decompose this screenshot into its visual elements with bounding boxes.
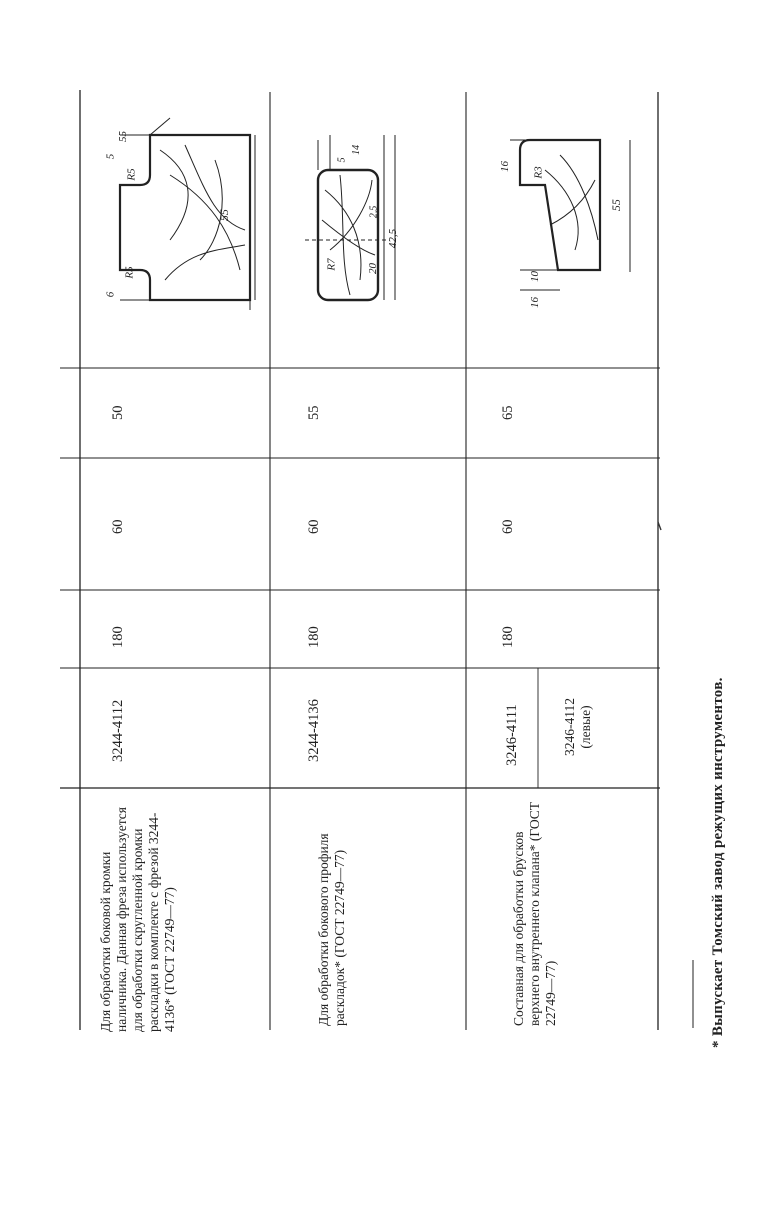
dim-label: 2,5 — [368, 205, 380, 219]
width-value: 60 — [500, 519, 516, 534]
profile-drawing-1 — [120, 118, 255, 310]
diameter-value: 180 — [500, 626, 516, 648]
dim-label: 42,5 — [387, 228, 400, 249]
height-value: 65 — [500, 405, 516, 420]
dim-label: R3 — [532, 166, 545, 179]
dim-label: 55 — [117, 130, 130, 142]
row-description: Составная для обработки брусков верхнего внутреннего клапана* (ГОСТ 22749—77) — [511, 801, 558, 1026]
dim-label: 5 — [336, 157, 348, 163]
height-value: 55 — [306, 405, 322, 420]
row-description: Для обработки боковой кромки наличника. Данная фреза используется для обработки скругленной кромки раскладки в комплекте с фрезой 3244-4136* (ГОСТ 22749—77) — [98, 807, 177, 1032]
cutter-code: 3244-4112 — [110, 699, 126, 762]
dim-label: 55 — [608, 199, 623, 212]
dim-label: 14 — [351, 144, 363, 155]
cutter-code-left: 3246-4112 (левые) — [562, 698, 593, 756]
dim-label: 20 — [367, 262, 380, 274]
footnote: * Выпускает Томский завод режущих инструментов. — [710, 677, 726, 1048]
dim-label: 55 — [216, 209, 231, 222]
diameter-value: 180 — [110, 626, 126, 648]
dim-label: 5 — [104, 153, 117, 160]
width-value: 60 — [306, 519, 322, 534]
dim-label: R7 — [325, 258, 338, 271]
cutter-code: 3244-4136 — [306, 699, 322, 762]
profile-drawing-3 — [510, 140, 630, 290]
dim-label: 16 — [499, 160, 512, 172]
dim-label: 16 — [529, 296, 542, 308]
height-value: 50 — [110, 405, 126, 420]
row-description: Для обработки бокового профиля раскладок* (ГОСТ 22749—77) — [316, 833, 347, 1026]
dim-label: 10 — [529, 270, 542, 282]
width-value: 60 — [110, 519, 126, 534]
cutter-code: 3246-4111 — [504, 704, 520, 766]
dim-label: R5 — [123, 266, 136, 279]
profile-drawing-2 — [305, 135, 395, 300]
dim-label: R5 — [125, 168, 138, 181]
dim-label: 6 — [104, 291, 117, 298]
diameter-value: 180 — [306, 626, 322, 648]
